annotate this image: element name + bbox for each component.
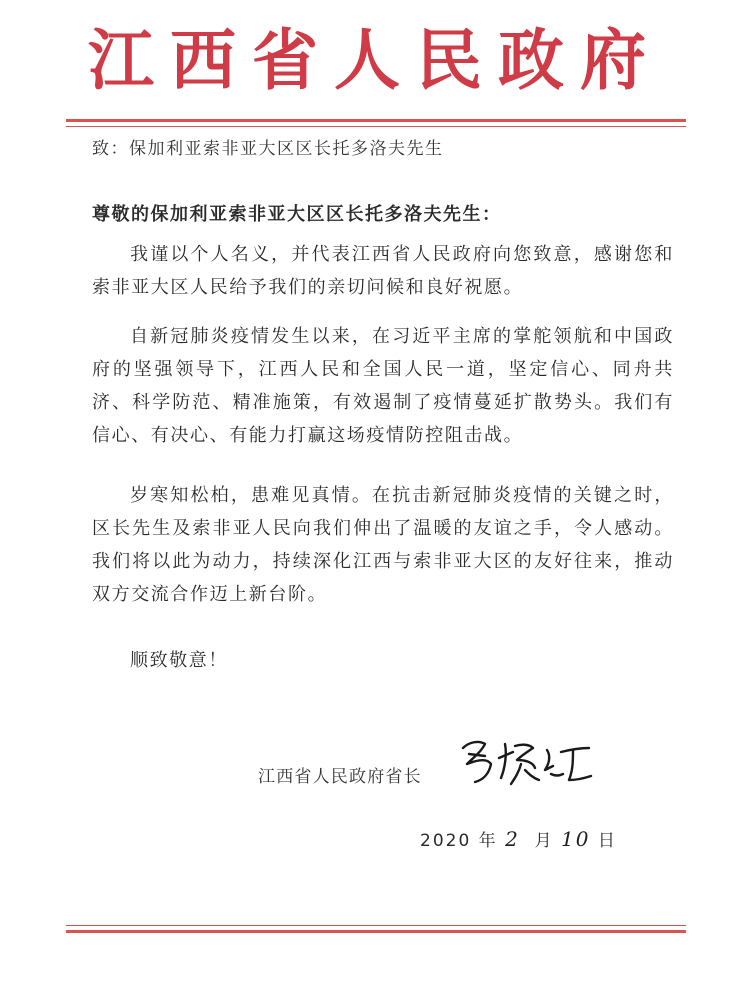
date-month: 2: [505, 827, 520, 851]
letterhead-title: 江西省人民政府: [88, 21, 662, 99]
handwritten-signature: [455, 730, 595, 790]
closing-remark: 顺致敬意！: [130, 650, 228, 671]
signatory-title: 江西省人民政府省长: [258, 767, 422, 787]
footer-rule-thick: [66, 930, 686, 933]
date-day-unit: 日: [597, 831, 617, 851]
body-paragraph-1: 我谨以个人名义，并代表江西省人民政府向您致意，感谢您和索非亚大区人民给予我们的亲切问候和良好祝愿。: [92, 244, 674, 298]
date-year: 2020: [420, 831, 472, 851]
date-year-unit: 年: [478, 831, 498, 851]
salutation: 尊敬的保加利亚索非亚大区区长托多洛夫先生：: [92, 204, 502, 225]
body-paragraph-2: 自新冠肺炎疫情发生以来，在习近平主席的掌舵领航和中国政府的坚强领导下，江西人民和全国人民一道，坚定信心、同舟共济、科学防范、精准施策，有效遏制了疫情蔓延扩散势头。我们有信心、有决心、有能力打赢这场疫情防控阻击战。: [92, 326, 674, 446]
header-rule-thin: [66, 126, 686, 127]
body-paragraph-3: 岁寒知松柏，患难见真情。在抗击新冠肺炎疫情的关键之时，区长先生及索非亚人民向我们伸出了温暖的友谊之手，令人感动。我们将以此为动力，持续深化江西与索非亚大区的友好往来，推动双方交流合作迈上新台阶。: [92, 485, 674, 605]
recipient-line: 致：保加利亚索非亚大区区长托多洛夫先生: [92, 139, 444, 159]
header-rule-thick: [66, 119, 686, 122]
date-day: 10: [561, 827, 591, 851]
date-month-unit: 月: [534, 831, 554, 851]
letter-date: [420, 826, 617, 851]
footer-rule-thin: [66, 925, 686, 926]
